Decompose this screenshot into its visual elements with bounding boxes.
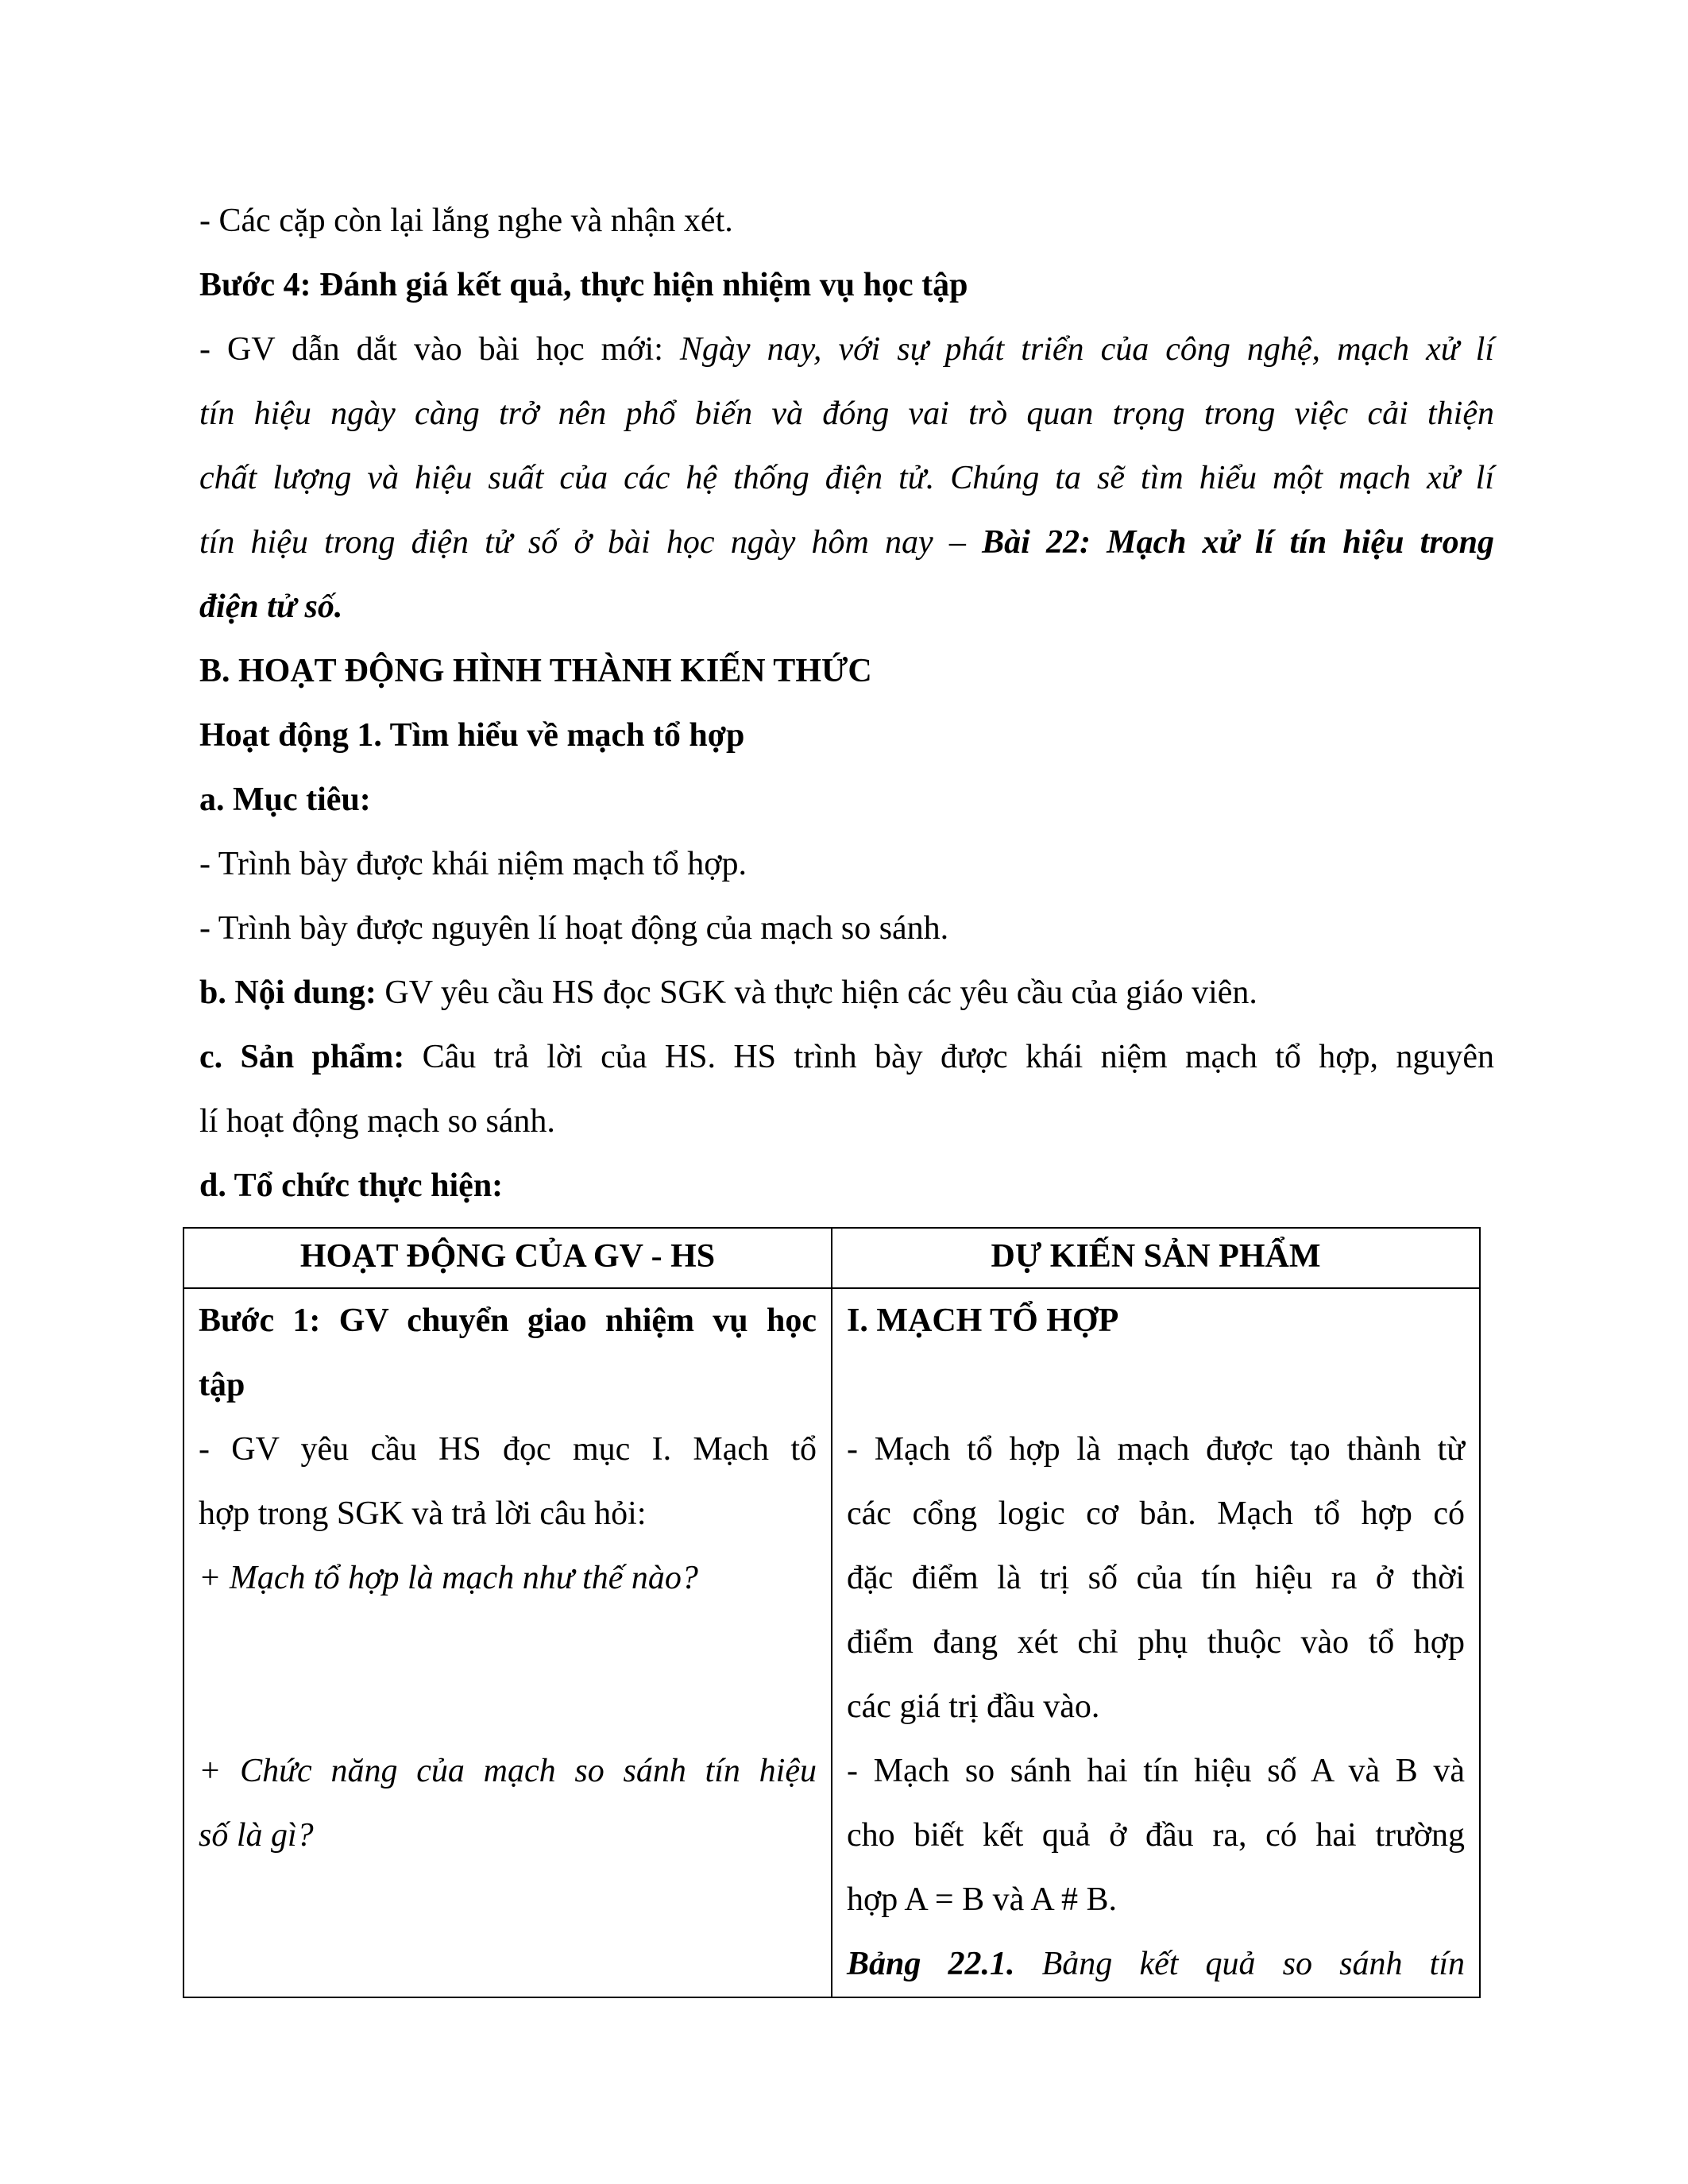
comparator-line-1: - Mạch so sánh hai tín hiệu số A và B và bbox=[847, 1753, 1465, 1789]
comparator-line-3: hợp A = B và A # B. bbox=[847, 1881, 1117, 1918]
spacer bbox=[199, 1868, 817, 1932]
content-line: b. Nội dung: GV yêu cầu HS đọc SGK và thực hiện các yêu cầu của giáo viên. bbox=[199, 974, 1257, 1011]
intro-paragraph-line-4: tín hiệu trong điện tử số ở bài học ngày hôm nay – Bài 22: Mạch xử lí tín hiệu trong bbox=[199, 524, 1494, 561]
table-row bbox=[183, 1288, 1480, 1997]
document-page bbox=[199, 189, 1494, 1218]
intro-paragraph-line-1: - GV dẫn dắt vào bài học mới: Ngày nay, với sự phát triển của công nghệ, mạch xử lí bbox=[199, 331, 1495, 368]
step1-line-1: Bước 1: GV chuyển giao nhiệm vụ học bbox=[199, 1302, 817, 1339]
right-cell bbox=[832, 1288, 1480, 1997]
objective-item: - Trình bày được nguyên lí hoạt động của mạch so sánh. bbox=[199, 910, 949, 947]
activity-table bbox=[183, 1227, 1481, 1998]
step1-line-2: tập bbox=[199, 1367, 245, 1403]
table-caption-line: Bảng 22.1. Bảng kết quả so sánh tín bbox=[847, 1946, 1465, 1982]
table-header-left: HOẠT ĐỘNG CỦA GV - HS bbox=[183, 1228, 832, 1288]
activity1-heading: Hoạt động 1. Tìm hiểu về mạch tổ hợp bbox=[199, 717, 745, 754]
request-line-1: - GV yêu cầu HS đọc mục I. Mạch tổ bbox=[199, 1431, 817, 1468]
step4-heading: Bước 4: Đánh giá kết quả, thực hiện nhiệm vụ học tập bbox=[199, 267, 968, 303]
table-header-row bbox=[183, 1228, 1480, 1288]
definition-line-4: điểm đang xét chỉ phụ thuộc vào tổ hợp bbox=[847, 1624, 1465, 1661]
intro-paragraph-line-3: chất lượng và hiệu suất của các hệ thống điện tử. Chúng ta sẽ tìm hiểu một mạch xử lí bbox=[199, 460, 1494, 496]
spacer bbox=[199, 1932, 817, 1997]
table-header-right: DỰ KIẾN SẢN PHẨM bbox=[832, 1228, 1480, 1288]
definition-line-1: - Mạch tổ hợp là mạch được tạo thành từ bbox=[847, 1431, 1465, 1468]
definition-line-5: các giá trị đầu vào. bbox=[847, 1688, 1100, 1725]
question-1: + Mạch tổ hợp là mạch như thế nào? bbox=[199, 1560, 698, 1596]
question-2-line-2: số là gì? bbox=[199, 1817, 314, 1854]
spacer bbox=[199, 1611, 817, 1675]
intro-line: - Các cặp còn lại lắng nghe và nhận xét. bbox=[199, 203, 733, 239]
intro-paragraph-line-2: tín hiệu ngày càng trở nên phổ biến và đóng vai trò quan trọng trong việc cải thiện bbox=[199, 396, 1494, 432]
spacer bbox=[199, 1675, 817, 1739]
product-line-1: c. Sản phẩm: Câu trả lời của HS. HS trình bày được khái niệm mạch tổ hợp, nguyên bbox=[199, 1039, 1494, 1075]
request-line-2: hợp trong SGK và trả lời câu hỏi: bbox=[199, 1495, 647, 1532]
expected-heading: I. MẠCH TỔ HỢP bbox=[847, 1302, 1119, 1339]
objective-item: - Trình bày được khái niệm mạch tổ hợp. bbox=[199, 846, 747, 882]
intro-paragraph-line-5: điện tử số. bbox=[199, 588, 343, 625]
spacer bbox=[847, 1353, 1465, 1418]
section-b-heading: B. HOẠT ĐỘNG HÌNH THÀNH KIẾN THỨC bbox=[199, 653, 872, 689]
comparator-line-2: cho biết kết quả ở đầu ra, có hai trường bbox=[847, 1817, 1465, 1854]
organize-heading: d. Tổ chức thực hiện: bbox=[199, 1167, 504, 1204]
question-2-line-1: + Chức năng của mạch so sánh tín hiệu bbox=[199, 1753, 817, 1789]
left-cell bbox=[183, 1288, 832, 1997]
objective-heading: a. Mục tiêu: bbox=[199, 781, 371, 818]
product-line-2: lí hoạt động mạch so sánh. bbox=[199, 1103, 555, 1140]
definition-line-2: các cổng logic cơ bản. Mạch tổ hợp có bbox=[847, 1495, 1465, 1532]
definition-line-3: đặc điểm là trị số của tín hiệu ra ở thời bbox=[847, 1560, 1465, 1596]
